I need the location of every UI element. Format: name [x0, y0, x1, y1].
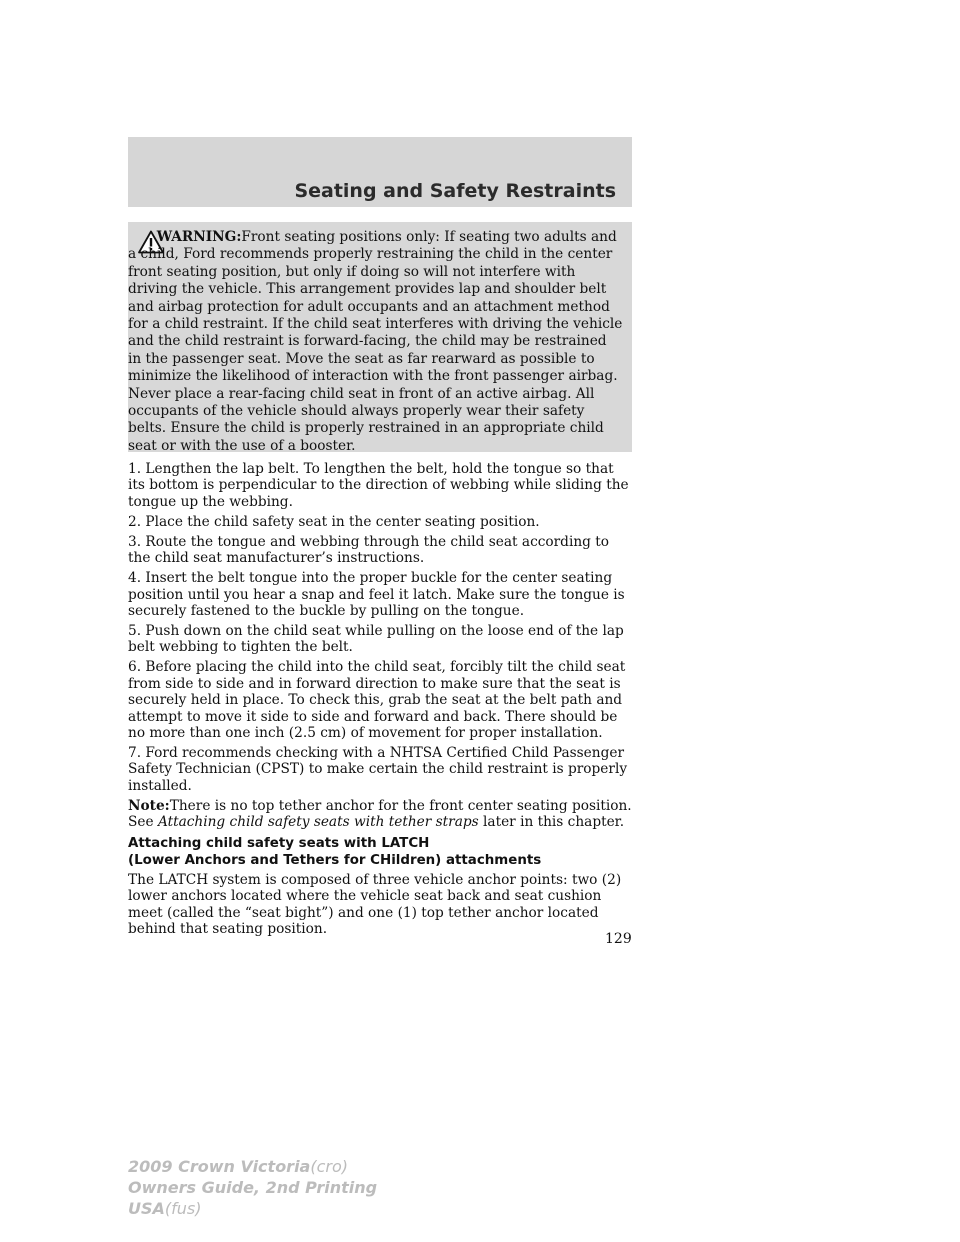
note-label: Note: — [128, 797, 170, 814]
section-title: Seating and Safety Restraints — [294, 180, 616, 202]
footer-market-code: (fus) — [164, 1199, 202, 1218]
note-text: There is no top tether anchor for the front center seating position. See — [128, 797, 632, 831]
step-1: 1. Lengthen the lap belt. To lengthen the belt, hold the tongue so that its bottom is perpendicular to the direction of webbing while sliding the tongue up the webbing. — [128, 461, 629, 510]
step-4: 4. Insert the belt tongue into the proper buckle for the center seating position until you hear a snap and feel it latch. Make sure the tongue is securely fastened to the buckle by pulling on the tongue. — [128, 570, 625, 620]
note-after: later in this chapter. — [483, 814, 625, 831]
footer-line-1 — [128, 1156, 377, 1177]
step-5: 5. Push down on the child seat while pulling on the loose end of the lap belt webbing to tighten the belt. — [128, 623, 624, 656]
warning-label: WARNING: — [156, 229, 242, 245]
note-paragraph — [128, 798, 634, 831]
latch-heading — [128, 835, 634, 869]
footer-market: USA — [128, 1199, 165, 1218]
note-reference: Attaching child safety seats with tether straps — [157, 814, 479, 831]
step-2: 2. Place the child safety seat in the center seating position. — [128, 513, 540, 530]
latch-heading-line2: (Lower Anchors and Tethers for CHildren) attachments — [128, 852, 542, 868]
page-number: 129 — [605, 931, 632, 947]
footer-model: 2009 Crown Victoria — [128, 1157, 311, 1176]
body-content — [128, 461, 634, 941]
footer-model-code: (cro) — [310, 1157, 349, 1176]
warning-box — [128, 222, 632, 452]
warning-body: Front seating positions only: If seating two adults and a child, Ford recommends properly restraining the child in the center front seating position, but only if doing so will not interfere with driving the vehicle. This arrangement provides lap and shoulder belt and airbag protection for adult occupants and an attachment method for a child restraint. If the child seat interferes with driving the vehicle and the child restraint is forward-facing, the child may be restrained in the passenger seat. Move the seat as far rearward as possible to minimize the likelihood of interaction with the front passenger airbag. Never place a rear-facing child seat in front of an active airbag. All occupants of the vehicle should always properly wear their safety belts. Ensure the child is properly restrained in an appropriate child seat or with the use of a booster. — [128, 229, 623, 454]
warning-text — [128, 229, 624, 455]
step-7: 7. Ford recommends checking with a NHTSA Certified Child Passenger Safety Technician (CPST) to make certain the child restraint is properly installed. — [128, 745, 628, 794]
latch-heading-line1: Attaching child safety seats with LATCH — [128, 835, 430, 851]
latch-paragraph: The LATCH system is composed of three vehicle anchor points: two (2) lower anchors located where the vehicle seat back and seat cushion meet (called the “seat bight”) and one (1) top tether anchor located behind that seating position. — [128, 871, 622, 937]
footer-imprint — [128, 1156, 377, 1219]
section-header-band — [128, 137, 632, 207]
step-3: 3. Route the tongue and webbing through the child seat according to the child seat manufacturer’s instructions. — [128, 533, 609, 567]
footer-line-2: Owners Guide, 2nd Printing — [128, 1178, 378, 1197]
step-6: 6. Before placing the child into the child seat, forcibly tilt the child seat from side to side and in forward direction to make sure that the seat is securely held in place. To check this, grab the seat at the belt path and attempt to move it side to side and forward and back. There should be no more than one inch (2.5 cm) of movement for proper installation. — [128, 659, 626, 742]
footer-line-3 — [128, 1198, 377, 1219]
